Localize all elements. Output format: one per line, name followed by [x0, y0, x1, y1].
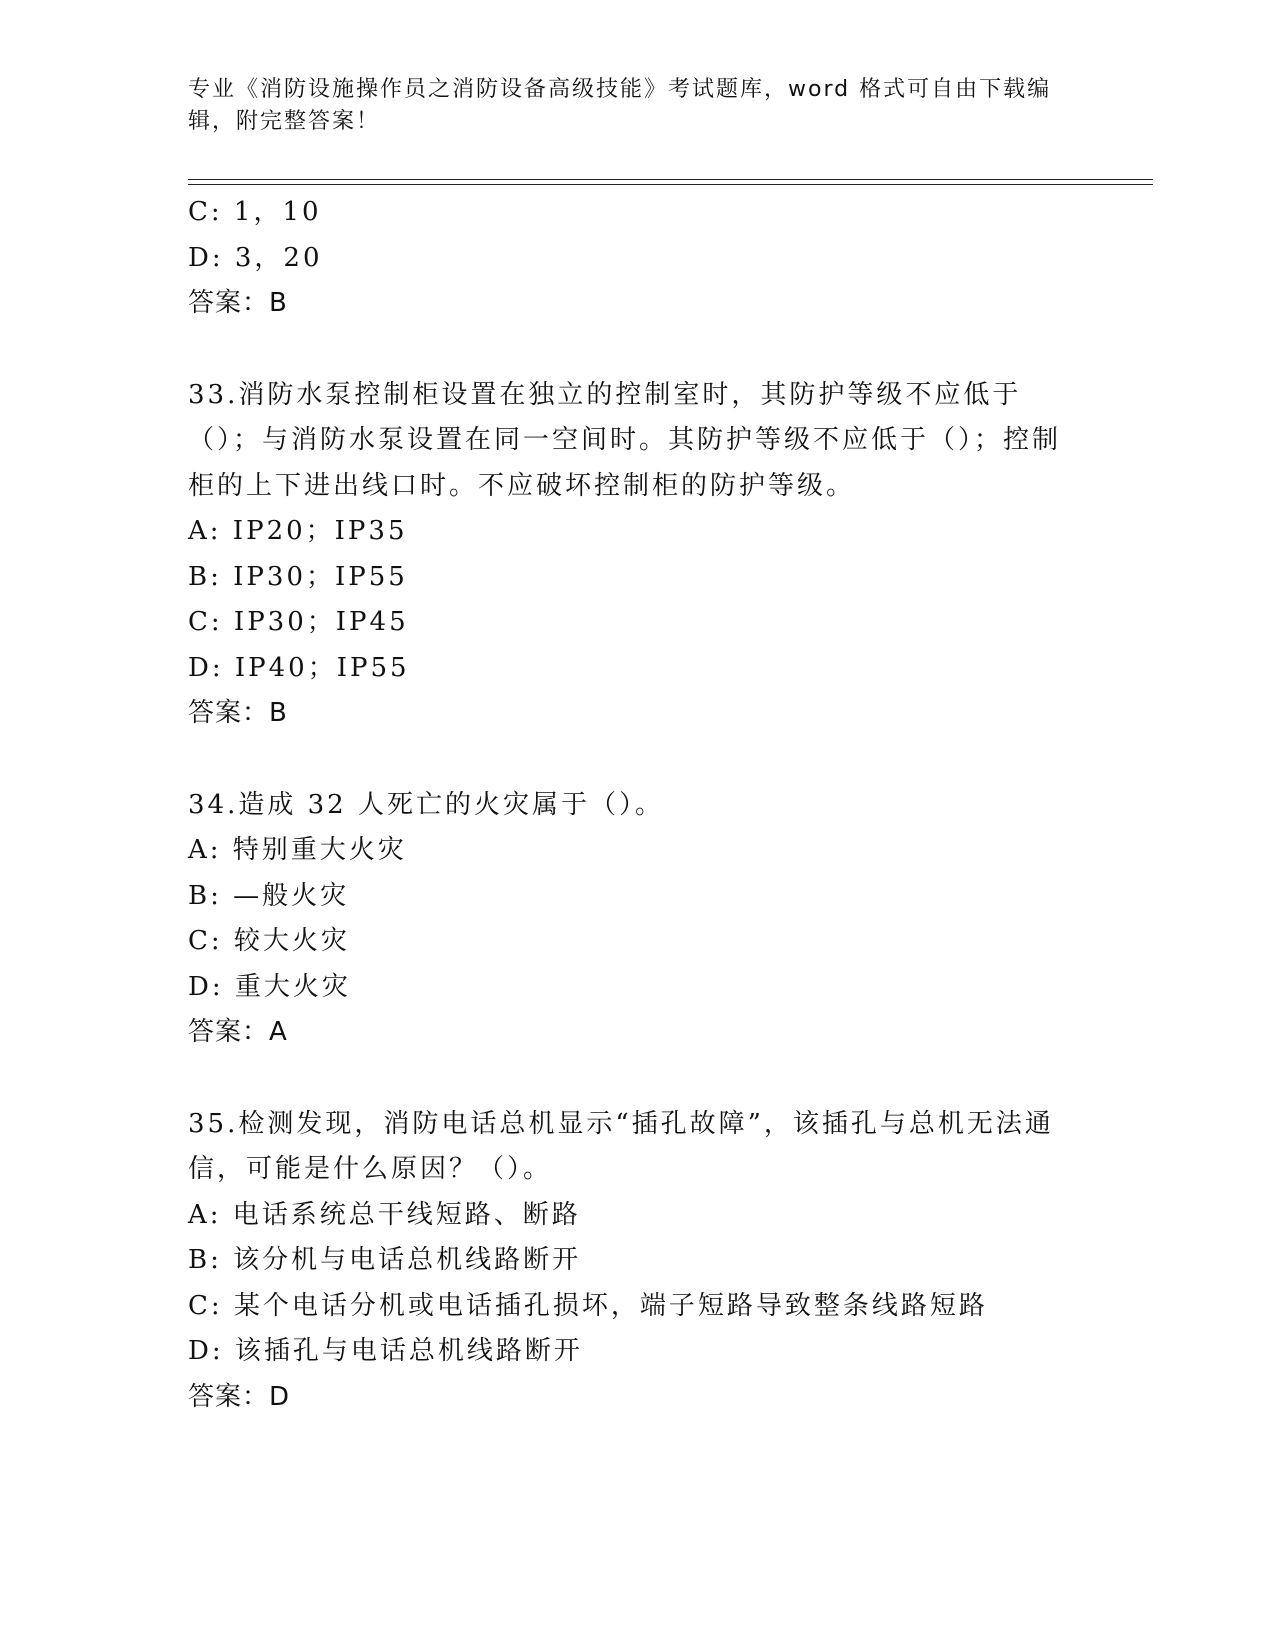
option-a: A: 电话系统总干线短路、断路	[188, 1199, 581, 1230]
option-c: C: 1，10	[188, 197, 322, 227]
option-d: D: 该插孔与电话总机线路断开	[188, 1336, 583, 1366]
option-c: C: IP30；IP45	[188, 607, 409, 637]
option-b: B: 该分机与电话总机线路断开	[188, 1245, 582, 1275]
header-divider-bottom	[188, 184, 1153, 185]
header-divider-top	[188, 179, 1153, 180]
question-stem: 33.消防水泵控制柜设置在独立的控制室时，其防护等级不应低于（）；与消防水泵设置在同一空间时。其防护等级不应低于（）；控制柜的上下进出线口时。不应破坏控制柜的防护等级。	[188, 379, 1062, 501]
question-35	[188, 1102, 1088, 1421]
option-d: D: IP40；IP55	[188, 652, 410, 683]
question-34	[188, 783, 1088, 1056]
option-d: D: 3，20	[188, 242, 323, 273]
answer: 答案：B	[188, 288, 288, 318]
option-c: C: 某个电话分机或电话插孔损坏，端子短路导致整条线路短路	[188, 1290, 988, 1321]
question-stem: 35.检测发现，消防电话总机显示“插孔故障”，该插孔与总机无法通信，可能是什么原因？（）。	[188, 1108, 1054, 1184]
answer: 答案：B	[188, 698, 288, 728]
question-list	[188, 190, 1088, 1420]
question-stem: 34.造成 32 人死亡的火灾属于（）。	[188, 789, 664, 820]
document-header: 专业《消防设施操作员之消防设备高级技能》考试题库，word 格式可自由下载编辑，附完整答案！	[188, 77, 1052, 134]
option-b: B: —般火灾	[188, 880, 350, 911]
option-c: C: 较大火灾	[188, 926, 350, 956]
question-partial	[188, 190, 1088, 327]
option-d: D: 重大火灾	[188, 971, 351, 1002]
option-a: A: 特别重大火灾	[188, 835, 407, 865]
answer: 答案：D	[188, 1381, 291, 1412]
question-33	[188, 373, 1088, 737]
answer: 答案：A	[188, 1017, 288, 1047]
option-b: B: IP30；IP55	[188, 561, 408, 592]
option-a: A: IP20；IP35	[188, 516, 408, 546]
